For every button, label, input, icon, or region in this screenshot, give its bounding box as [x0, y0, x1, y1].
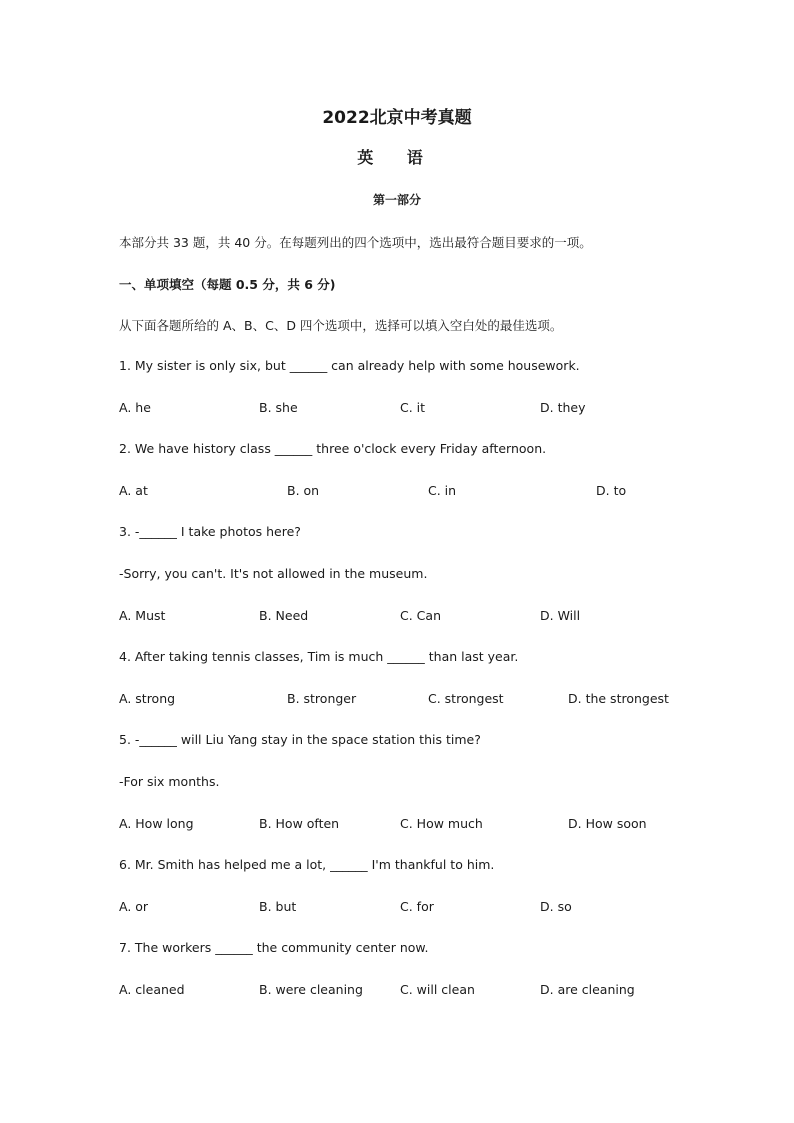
- option-d: D. to: [596, 483, 627, 498]
- option-b: B. How often: [259, 816, 340, 831]
- option-d: D. the strongest: [568, 691, 669, 706]
- subject-title: 英 语: [357, 148, 437, 167]
- question-stem: 3. -______ I take photos here?: [119, 524, 301, 539]
- question-stem: 2. We have history class ______ three o'clock every Friday afternoon.: [119, 441, 547, 456]
- part-title: 第一部分: [372, 193, 421, 207]
- option-b: B. she: [259, 400, 298, 415]
- option-c: C. it: [400, 400, 426, 415]
- option-c: C. for: [400, 899, 434, 914]
- option-b: B. on: [287, 483, 320, 498]
- option-c: C. strongest: [428, 691, 504, 706]
- question-stem: 1. My sister is only six, but ______ can already help with some housework.: [119, 358, 580, 373]
- question-response: -For six months.: [119, 774, 220, 789]
- option-c: C. How much: [400, 816, 483, 831]
- question-stem: 4. After taking tennis classes, Tim is much ______ than last year.: [119, 649, 519, 664]
- option-a: A. How long: [119, 816, 194, 831]
- option-b: B. stronger: [287, 691, 357, 706]
- option-c: C. in: [428, 483, 457, 498]
- option-d: D. they: [540, 400, 586, 415]
- question-stem: 6. Mr. Smith has helped me a lot, ______ I'm thankful to him.: [119, 857, 495, 872]
- option-a: A. strong: [119, 691, 176, 706]
- option-d: D. How soon: [568, 816, 647, 831]
- option-a: A. he: [119, 400, 151, 415]
- section-heading: 一、单项填空（每题 0.5 分，共 6 分): [119, 277, 336, 292]
- option-c: C. will clean: [400, 982, 475, 997]
- exam-title: 2022北京中考真题: [322, 108, 472, 128]
- option-a: A. or: [119, 899, 149, 914]
- option-a: A. at: [119, 483, 148, 498]
- option-a: A. Must: [119, 608, 166, 623]
- question-response: -Sorry, you can't. It's not allowed in the museum.: [119, 566, 428, 581]
- question-stem: 5. -______ will Liu Yang stay in the space station this time?: [119, 732, 481, 747]
- option-d: D. so: [540, 899, 572, 914]
- option-b: B. were cleaning: [259, 982, 363, 997]
- option-b: B. Need: [259, 608, 309, 623]
- question-stem: 7. The workers ______ the community center now.: [119, 940, 429, 955]
- option-a: A. cleaned: [119, 982, 185, 997]
- intro-text: 本部分共 33 题，共 40 分。在每题列出的四个选项中，选出最符合题目要求的一项。: [119, 235, 592, 250]
- option-d: D. are cleaning: [540, 982, 635, 997]
- section-instruction: 从下面各题所给的 A、B、C、D 四个选项中，选择可以填入空白处的最佳选项。: [119, 318, 563, 333]
- option-d: D. Will: [540, 608, 581, 623]
- option-c: C. Can: [400, 608, 441, 623]
- option-b: B. but: [259, 899, 297, 914]
